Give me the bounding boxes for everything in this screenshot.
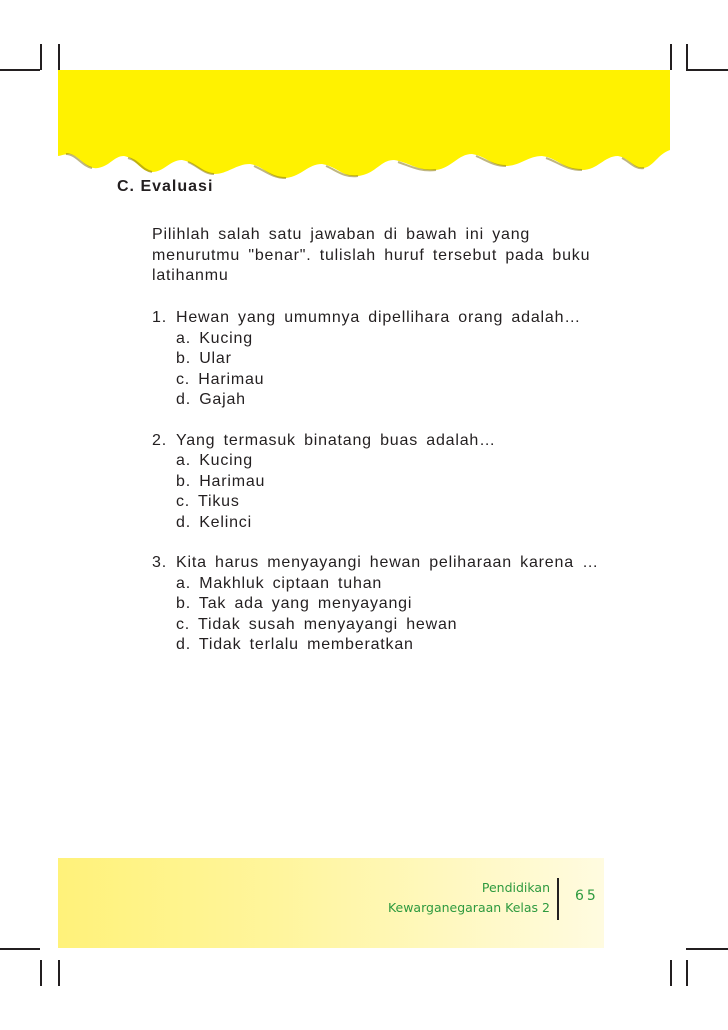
- question-text: Yang termasuk binatang buas adalah…: [176, 431, 496, 449]
- section-heading: [117, 178, 213, 196]
- section-title: Evaluasi: [140, 178, 214, 195]
- answer-option: b. Tak ada yang menyayangi: [176, 595, 413, 612]
- footer-book-title: [388, 878, 550, 918]
- answer-option: a. Kucing: [176, 329, 253, 347]
- yellow-drip-banner: [58, 70, 670, 182]
- section-letter: C.: [117, 178, 135, 195]
- question-text: Hewan yang umumnya dipellihara orang adalah…: [176, 309, 582, 326]
- crop-mark-top-left-v2: [58, 44, 60, 70]
- answer-options: [176, 451, 622, 533]
- answer-option: d. Tidak terlalu memberatkan: [176, 636, 414, 653]
- crop-mark-top-right-v1: [670, 44, 672, 70]
- question-number: 3.: [152, 554, 167, 571]
- answer-options: [176, 574, 622, 656]
- crop-mark-bottom-right-v1: [670, 960, 672, 986]
- crop-mark-top-right-v2: [686, 44, 688, 70]
- footer-line-1: Pendidikan: [481, 880, 550, 895]
- answer-options: [176, 329, 622, 411]
- crop-mark-bottom-right-v2: [686, 960, 688, 986]
- answer-option: d. Gajah: [176, 391, 246, 408]
- question-3: [152, 553, 622, 656]
- footer-line-2: Kewarganegaraan Kelas 2: [387, 900, 550, 915]
- crop-mark-top-right-h: [686, 69, 728, 71]
- question-number: 1.: [152, 309, 167, 326]
- answer-option: c. Tidak susah menyayangi hewan: [176, 615, 458, 633]
- question-1: [152, 308, 622, 411]
- answer-option: b. Ular: [176, 350, 232, 367]
- question-number: 2.: [152, 431, 167, 449]
- question-2: [152, 431, 622, 534]
- answer-option: b. Harimau: [176, 472, 266, 490]
- page-number: 65: [575, 888, 599, 904]
- answer-option: a. Makhluk ciptaan tuhan: [176, 574, 383, 592]
- crop-mark-bottom-left-v2: [58, 960, 60, 986]
- crop-mark-bottom-left-v1: [40, 960, 42, 986]
- crop-mark-bottom-left-h: [0, 948, 40, 950]
- footer-divider: [557, 878, 559, 920]
- answer-option: c. Tikus: [176, 493, 240, 510]
- crop-mark-top-left-h: [0, 69, 40, 71]
- answer-option: a. Kucing: [176, 452, 253, 469]
- crop-mark-top-left-v1: [40, 44, 42, 70]
- answer-option: d. Kelinci: [176, 513, 252, 531]
- answer-option: c. Harimau: [176, 370, 265, 388]
- crop-mark-bottom-right-h: [686, 948, 728, 950]
- question-text: Kita harus menyayangi hewan peliharaan karena …: [176, 554, 599, 571]
- instruction-text: Pilihlah salah satu jawaban di bawah ini yang menurutmu "benar". tulislah huruf tersebut pada buku latihanmu: [152, 226, 591, 284]
- question-list: [152, 308, 622, 676]
